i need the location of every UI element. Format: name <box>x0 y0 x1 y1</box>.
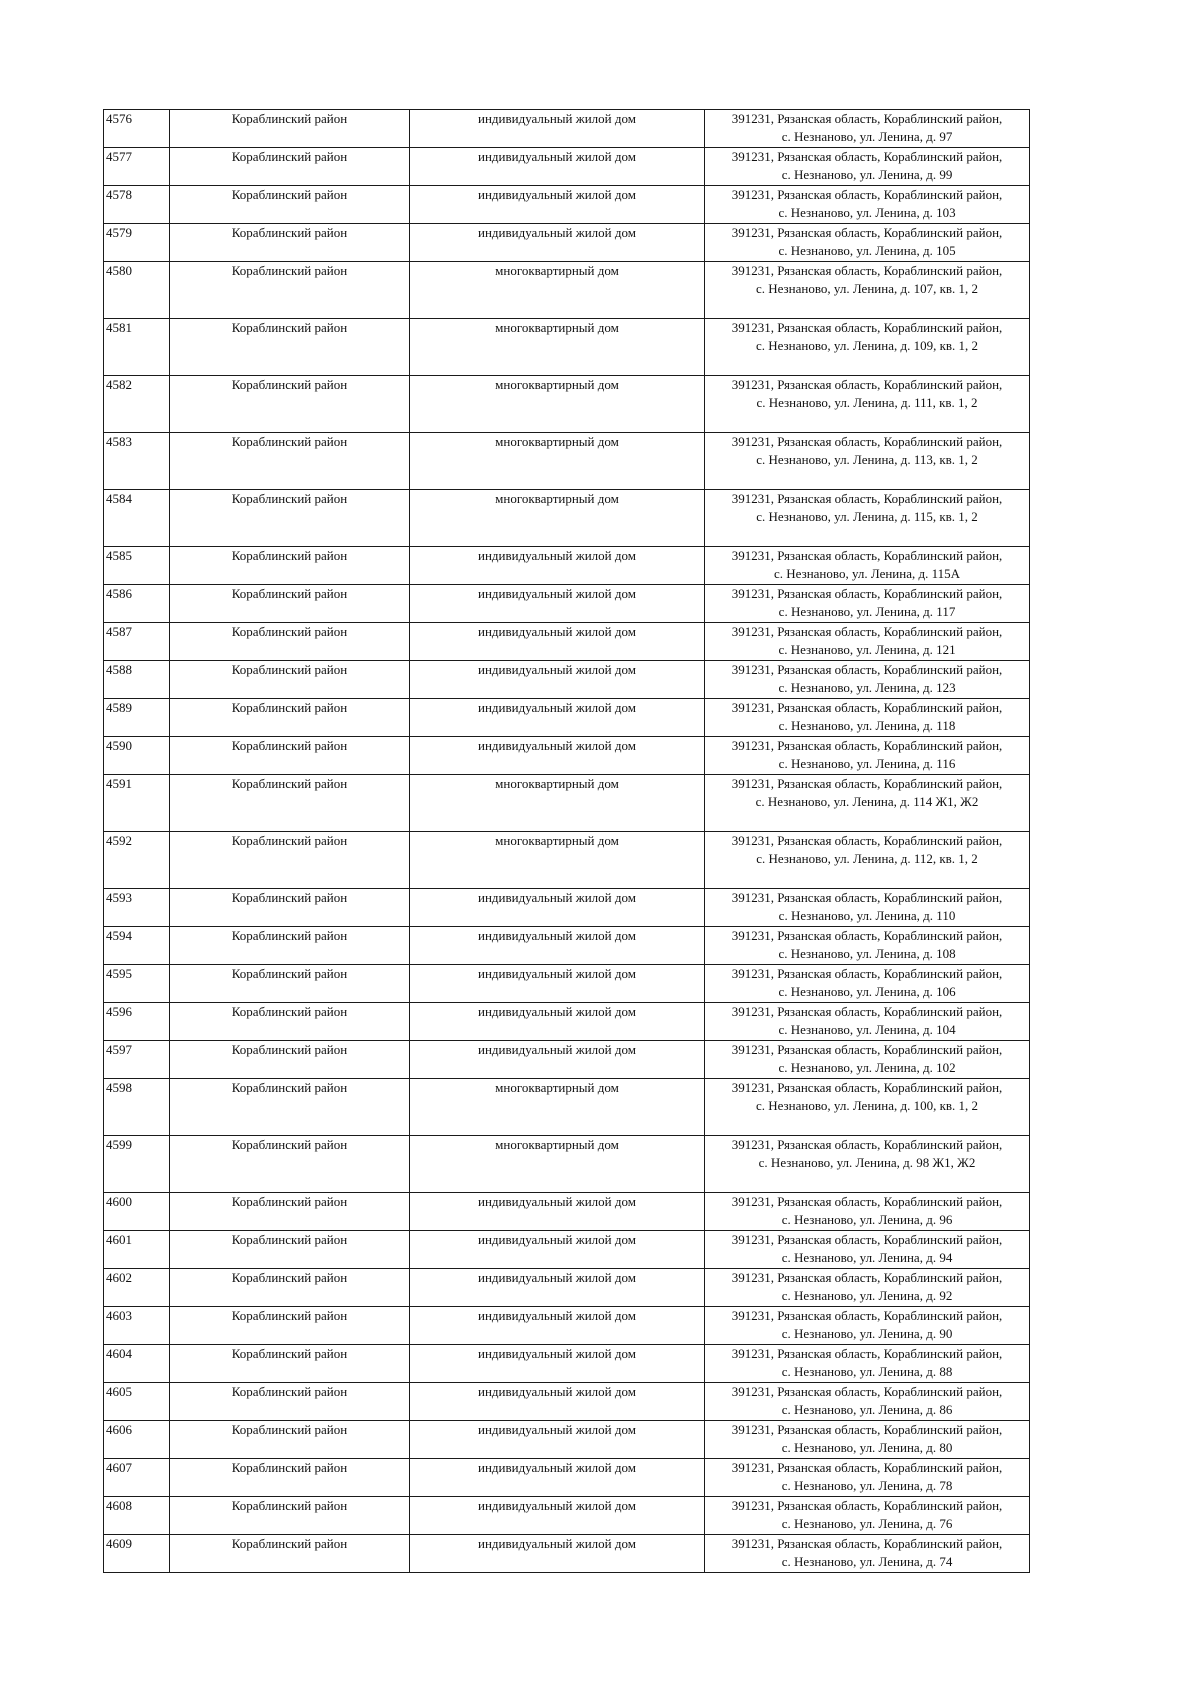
building-type-cell: индивидуальный жилой дом <box>410 110 705 148</box>
table-row <box>104 186 1030 224</box>
building-type-cell: многоквартирный дом <box>410 490 705 547</box>
building-type-cell: индивидуальный жилой дом <box>410 661 705 699</box>
address-line-street: с. Незнаново, ул. Ленина, д. 97 <box>781 129 953 144</box>
record-number-cell: 4578 <box>104 186 170 224</box>
address-line-region: 391231, Рязанская область, Кораблинский район, <box>731 491 1003 506</box>
record-number-cell: 4604 <box>104 1345 170 1383</box>
building-type-cell: индивидуальный жилой дом <box>410 699 705 737</box>
address-line-street: с. Незнаново, ул. Ленина, д. 104 <box>778 1022 956 1037</box>
table-row <box>104 889 1030 927</box>
address-cell <box>705 1041 1030 1079</box>
address-line-street: с. Незнаново, ул. Ленина, д. 78 <box>781 1478 953 1493</box>
record-number-cell: 4601 <box>104 1231 170 1269</box>
address-line-street: с. Незнаново, ул. Ленина, д. 110 <box>778 908 956 923</box>
record-number-cell: 4595 <box>104 965 170 1003</box>
record-number-cell: 4603 <box>104 1307 170 1345</box>
table-row <box>104 433 1030 490</box>
building-type-cell: индивидуальный жилой дом <box>410 148 705 186</box>
record-number-cell: 4607 <box>104 1459 170 1497</box>
district-cell: Кораблинский район <box>170 1421 410 1459</box>
address-line-region: 391231, Рязанская область, Кораблинский район, <box>731 1004 1003 1019</box>
address-cell <box>705 1345 1030 1383</box>
district-cell: Кораблинский район <box>170 699 410 737</box>
table-row <box>104 965 1030 1003</box>
address-line-street: с. Незнаново, ул. Ленина, д. 99 <box>781 167 953 182</box>
district-cell: Кораблинский район <box>170 1231 410 1269</box>
record-number-cell: 4593 <box>104 889 170 927</box>
district-cell: Кораблинский район <box>170 1041 410 1079</box>
address-line-region: 391231, Рязанская область, Кораблинский район, <box>731 1270 1003 1285</box>
address-cell <box>705 927 1030 965</box>
address-line-region: 391231, Рязанская область, Кораблинский район, <box>731 548 1003 563</box>
record-number-cell: 4583 <box>104 433 170 490</box>
district-cell: Кораблинский район <box>170 623 410 661</box>
address-line-street: с. Незнаново, ул. Ленина, д. 114 Ж1, Ж2 <box>755 794 979 809</box>
address-cell <box>705 376 1030 433</box>
address-cell <box>705 775 1030 832</box>
address-cell <box>705 224 1030 262</box>
address-line-region: 391231, Рязанская область, Кораблинский район, <box>731 111 1003 126</box>
district-cell: Кораблинский район <box>170 585 410 623</box>
address-cell <box>705 186 1030 224</box>
building-type-cell: многоквартирный дом <box>410 376 705 433</box>
district-cell: Кораблинский район <box>170 1136 410 1193</box>
address-cell <box>705 1079 1030 1136</box>
table-row <box>104 262 1030 319</box>
table-body <box>104 110 1030 1573</box>
record-number-cell: 4580 <box>104 262 170 319</box>
table-row <box>104 110 1030 148</box>
address-line-region: 391231, Рязанская область, Кораблинский район, <box>731 1460 1003 1475</box>
address-cell <box>705 965 1030 1003</box>
table-row <box>104 737 1030 775</box>
address-cell <box>705 832 1030 889</box>
district-cell: Кораблинский район <box>170 889 410 927</box>
record-number-cell: 4608 <box>104 1497 170 1535</box>
building-type-cell: индивидуальный жилой дом <box>410 1003 705 1041</box>
address-line-region: 391231, Рязанская область, Кораблинский район, <box>731 263 1003 278</box>
district-cell: Кораблинский район <box>170 110 410 148</box>
table-row <box>104 1535 1030 1573</box>
record-number-cell: 4606 <box>104 1421 170 1459</box>
table-row <box>104 1136 1030 1193</box>
building-type-cell: многоквартирный дом <box>410 1079 705 1136</box>
table-row <box>104 1193 1030 1231</box>
address-cell <box>705 1421 1030 1459</box>
record-number-cell: 4587 <box>104 623 170 661</box>
table-row <box>104 547 1030 585</box>
address-line-region: 391231, Рязанская область, Кораблинский район, <box>731 434 1003 449</box>
record-number-cell: 4589 <box>104 699 170 737</box>
address-cell <box>705 1497 1030 1535</box>
address-line-region: 391231, Рязанская область, Кораблинский район, <box>731 624 1003 639</box>
address-line-street: с. Незнаново, ул. Ленина, д. 123 <box>778 680 956 695</box>
housing-register-table <box>103 109 1030 1573</box>
table-row <box>104 585 1030 623</box>
district-cell: Кораблинский район <box>170 927 410 965</box>
address-line-region: 391231, Рязанская область, Кораблинский район, <box>731 1194 1003 1209</box>
district-cell: Кораблинский район <box>170 490 410 547</box>
district-cell: Кораблинский район <box>170 965 410 1003</box>
address-line-street: с. Незнаново, ул. Ленина, д. 117 <box>778 604 956 619</box>
address-line-region: 391231, Рязанская область, Кораблинский район, <box>731 1384 1003 1399</box>
record-number-cell: 4597 <box>104 1041 170 1079</box>
address-line-street: с. Незнаново, ул. Ленина, д. 103 <box>778 205 956 220</box>
district-cell: Кораблинский район <box>170 319 410 376</box>
building-type-cell: индивидуальный жилой дом <box>410 224 705 262</box>
address-line-street: с. Незнаново, ул. Ленина, д. 116 <box>778 756 956 771</box>
district-cell: Кораблинский район <box>170 1535 410 1573</box>
address-line-street: с. Незнаново, ул. Ленина, д. 76 <box>781 1516 953 1531</box>
address-line-region: 391231, Рязанская область, Кораблинский район, <box>731 586 1003 601</box>
address-line-region: 391231, Рязанская область, Кораблинский район, <box>731 928 1003 943</box>
record-number-cell: 4590 <box>104 737 170 775</box>
record-number-cell: 4591 <box>104 775 170 832</box>
address-line-street: с. Незнаново, ул. Ленина, д. 107, кв. 1, 2 <box>755 281 979 296</box>
district-cell: Кораблинский район <box>170 547 410 585</box>
table-row <box>104 1497 1030 1535</box>
table-row <box>104 661 1030 699</box>
building-type-cell: индивидуальный жилой дом <box>410 737 705 775</box>
record-number-cell: 4585 <box>104 547 170 585</box>
record-number-cell: 4602 <box>104 1269 170 1307</box>
address-line-region: 391231, Рязанская область, Кораблинский район, <box>731 738 1003 753</box>
building-type-cell: многоквартирный дом <box>410 262 705 319</box>
address-line-street: с. Незнаново, ул. Ленина, д. 121 <box>778 642 956 657</box>
building-type-cell: индивидуальный жилой дом <box>410 547 705 585</box>
district-cell: Кораблинский район <box>170 262 410 319</box>
address-line-region: 391231, Рязанская область, Кораблинский район, <box>731 1498 1003 1513</box>
building-type-cell: индивидуальный жилой дом <box>410 186 705 224</box>
address-cell <box>705 490 1030 547</box>
table-row <box>104 376 1030 433</box>
district-cell: Кораблинский район <box>170 775 410 832</box>
address-line-region: 391231, Рязанская область, Кораблинский район, <box>731 890 1003 905</box>
record-number-cell: 4596 <box>104 1003 170 1041</box>
address-cell <box>705 1136 1030 1193</box>
address-line-region: 391231, Рязанская область, Кораблинский район, <box>731 700 1003 715</box>
district-cell: Кораблинский район <box>170 224 410 262</box>
table-row <box>104 1421 1030 1459</box>
address-cell <box>705 1383 1030 1421</box>
building-type-cell: индивидуальный жилой дом <box>410 1383 705 1421</box>
table-row <box>104 1041 1030 1079</box>
building-type-cell: индивидуальный жилой дом <box>410 927 705 965</box>
address-line-street: с. Незнаново, ул. Ленина, д. 94 <box>781 1250 953 1265</box>
address-line-region: 391231, Рязанская область, Кораблинский район, <box>731 320 1003 335</box>
record-number-cell: 4576 <box>104 110 170 148</box>
district-cell: Кораблинский район <box>170 433 410 490</box>
address-cell <box>705 699 1030 737</box>
district-cell: Кораблинский район <box>170 1459 410 1497</box>
building-type-cell: многоквартирный дом <box>410 832 705 889</box>
record-number-cell: 4605 <box>104 1383 170 1421</box>
building-type-cell: индивидуальный жилой дом <box>410 1421 705 1459</box>
building-type-cell: индивидуальный жилой дом <box>410 585 705 623</box>
address-cell <box>705 1269 1030 1307</box>
address-cell <box>705 1535 1030 1573</box>
building-type-cell: индивидуальный жилой дом <box>410 623 705 661</box>
building-type-cell: индивидуальный жилой дом <box>410 1307 705 1345</box>
building-type-cell: индивидуальный жилой дом <box>410 1269 705 1307</box>
building-type-cell: многоквартирный дом <box>410 433 705 490</box>
table-row <box>104 1383 1030 1421</box>
record-number-cell: 4598 <box>104 1079 170 1136</box>
address-line-street: с. Незнаново, ул. Ленина, д. 80 <box>781 1440 953 1455</box>
address-line-region: 391231, Рязанская область, Кораблинский район, <box>731 966 1003 981</box>
district-cell: Кораблинский район <box>170 148 410 186</box>
district-cell: Кораблинский район <box>170 1307 410 1345</box>
address-line-street: с. Незнаново, ул. Ленина, д. 98 Ж1, Ж2 <box>758 1155 976 1170</box>
district-cell: Кораблинский район <box>170 1079 410 1136</box>
address-line-region: 391231, Рязанская область, Кораблинский район, <box>731 187 1003 202</box>
table-row <box>104 623 1030 661</box>
address-line-region: 391231, Рязанская область, Кораблинский район, <box>731 662 1003 677</box>
district-cell: Кораблинский район <box>170 832 410 889</box>
district-cell: Кораблинский район <box>170 661 410 699</box>
district-cell: Кораблинский район <box>170 737 410 775</box>
address-cell <box>705 889 1030 927</box>
address-line-street: с. Незнаново, ул. Ленина, д. 92 <box>781 1288 953 1303</box>
table-row <box>104 1459 1030 1497</box>
building-type-cell: индивидуальный жилой дом <box>410 1231 705 1269</box>
address-cell <box>705 547 1030 585</box>
record-number-cell: 4584 <box>104 490 170 547</box>
address-line-region: 391231, Рязанская область, Кораблинский район, <box>731 833 1003 848</box>
address-line-region: 391231, Рязанская область, Кораблинский район, <box>731 1346 1003 1361</box>
record-number-cell: 4586 <box>104 585 170 623</box>
address-line-street: с. Незнаново, ул. Ленина, д. 102 <box>778 1060 956 1075</box>
table-row <box>104 832 1030 889</box>
address-line-region: 391231, Рязанская область, Кораблинский район, <box>731 377 1003 392</box>
address-cell <box>705 262 1030 319</box>
table-row <box>104 1003 1030 1041</box>
table-row <box>104 699 1030 737</box>
table-row <box>104 490 1030 547</box>
building-type-cell: индивидуальный жилой дом <box>410 1345 705 1383</box>
building-type-cell: многоквартирный дом <box>410 319 705 376</box>
address-cell <box>705 623 1030 661</box>
address-cell <box>705 319 1030 376</box>
address-line-street: с. Незнаново, ул. Ленина, д. 111, кв. 1, 2 <box>756 395 978 410</box>
district-cell: Кораблинский район <box>170 376 410 433</box>
address-line-region: 391231, Рязанская область, Кораблинский район, <box>731 1232 1003 1247</box>
address-cell <box>705 661 1030 699</box>
address-line-street: с. Незнаново, ул. Ленина, д. 115, кв. 1, 2 <box>756 509 978 524</box>
district-cell: Кораблинский район <box>170 1383 410 1421</box>
building-type-cell: многоквартирный дом <box>410 775 705 832</box>
address-line-street: с. Незнаново, ул. Ленина, д. 96 <box>781 1212 953 1227</box>
table-row <box>104 775 1030 832</box>
table-row <box>104 224 1030 262</box>
table-row <box>104 1307 1030 1345</box>
address-line-region: 391231, Рязанская область, Кораблинский район, <box>731 1080 1003 1095</box>
address-line-region: 391231, Рязанская область, Кораблинский район, <box>731 1308 1003 1323</box>
building-type-cell: индивидуальный жилой дом <box>410 889 705 927</box>
address-cell <box>705 1003 1030 1041</box>
address-cell <box>705 433 1030 490</box>
address-cell <box>705 585 1030 623</box>
address-cell <box>705 1307 1030 1345</box>
address-line-street: с. Незнаново, ул. Ленина, д. 100, кв. 1, 2 <box>755 1098 979 1113</box>
district-cell: Кораблинский район <box>170 1497 410 1535</box>
address-line-street: с. Незнаново, ул. Ленина, д. 118 <box>778 718 956 733</box>
address-line-region: 391231, Рязанская область, Кораблинский район, <box>731 225 1003 240</box>
address-line-street: с. Незнаново, ул. Ленина, д. 106 <box>778 984 956 999</box>
address-line-street: с. Незнаново, ул. Ленина, д. 115А <box>773 566 961 581</box>
address-line-region: 391231, Рязанская область, Кораблинский район, <box>731 1137 1003 1152</box>
address-cell <box>705 1459 1030 1497</box>
building-type-cell: индивидуальный жилой дом <box>410 965 705 1003</box>
table-row <box>104 319 1030 376</box>
address-line-street: с. Незнаново, ул. Ленина, д. 90 <box>781 1326 953 1341</box>
address-cell <box>705 1193 1030 1231</box>
table-row <box>104 1231 1030 1269</box>
address-cell <box>705 148 1030 186</box>
address-line-street: с. Незнаново, ул. Ленина, д. 88 <box>781 1364 953 1379</box>
address-line-region: 391231, Рязанская область, Кораблинский район, <box>731 1042 1003 1057</box>
building-type-cell: индивидуальный жилой дом <box>410 1497 705 1535</box>
building-type-cell: индивидуальный жилой дом <box>410 1459 705 1497</box>
building-type-cell: индивидуальный жилой дом <box>410 1535 705 1573</box>
building-type-cell: индивидуальный жилой дом <box>410 1193 705 1231</box>
record-number-cell: 4592 <box>104 832 170 889</box>
address-line-street: с. Незнаново, ул. Ленина, д. 86 <box>781 1402 953 1417</box>
table-row <box>104 1269 1030 1307</box>
record-number-cell: 4600 <box>104 1193 170 1231</box>
record-number-cell: 4599 <box>104 1136 170 1193</box>
district-cell: Кораблинский район <box>170 1269 410 1307</box>
record-number-cell: 4581 <box>104 319 170 376</box>
address-line-region: 391231, Рязанская область, Кораблинский район, <box>731 1536 1003 1551</box>
address-line-street: с. Незнаново, ул. Ленина, д. 109, кв. 1, 2 <box>755 338 979 353</box>
record-number-cell: 4588 <box>104 661 170 699</box>
address-cell <box>705 1231 1030 1269</box>
address-cell <box>705 737 1030 775</box>
district-cell: Кораблинский район <box>170 1193 410 1231</box>
record-number-cell: 4594 <box>104 927 170 965</box>
record-number-cell: 4609 <box>104 1535 170 1573</box>
address-line-street: с. Незнаново, ул. Ленина, д. 74 <box>781 1554 953 1569</box>
building-type-cell: многоквартирный дом <box>410 1136 705 1193</box>
building-type-cell: индивидуальный жилой дом <box>410 1041 705 1079</box>
address-line-region: 391231, Рязанская область, Кораблинский район, <box>731 149 1003 164</box>
record-number-cell: 4577 <box>104 148 170 186</box>
district-cell: Кораблинский район <box>170 186 410 224</box>
record-number-cell: 4582 <box>104 376 170 433</box>
address-line-region: 391231, Рязанская область, Кораблинский район, <box>731 1422 1003 1437</box>
record-number-cell: 4579 <box>104 224 170 262</box>
address-line-street: с. Незнаново, ул. Ленина, д. 112, кв. 1, 2 <box>756 851 978 866</box>
table-row <box>104 1345 1030 1383</box>
address-line-street: с. Незнаново, ул. Ленина, д. 108 <box>778 946 956 961</box>
district-cell: Кораблинский район <box>170 1003 410 1041</box>
table-row <box>104 148 1030 186</box>
table-row <box>104 1079 1030 1136</box>
district-cell: Кораблинский район <box>170 1345 410 1383</box>
address-cell <box>705 110 1030 148</box>
address-line-street: с. Незнаново, ул. Ленина, д. 113, кв. 1, 2 <box>756 452 978 467</box>
table-row <box>104 927 1030 965</box>
address-line-region: 391231, Рязанская область, Кораблинский район, <box>731 776 1003 791</box>
address-line-street: с. Незнаново, ул. Ленина, д. 105 <box>778 243 956 258</box>
